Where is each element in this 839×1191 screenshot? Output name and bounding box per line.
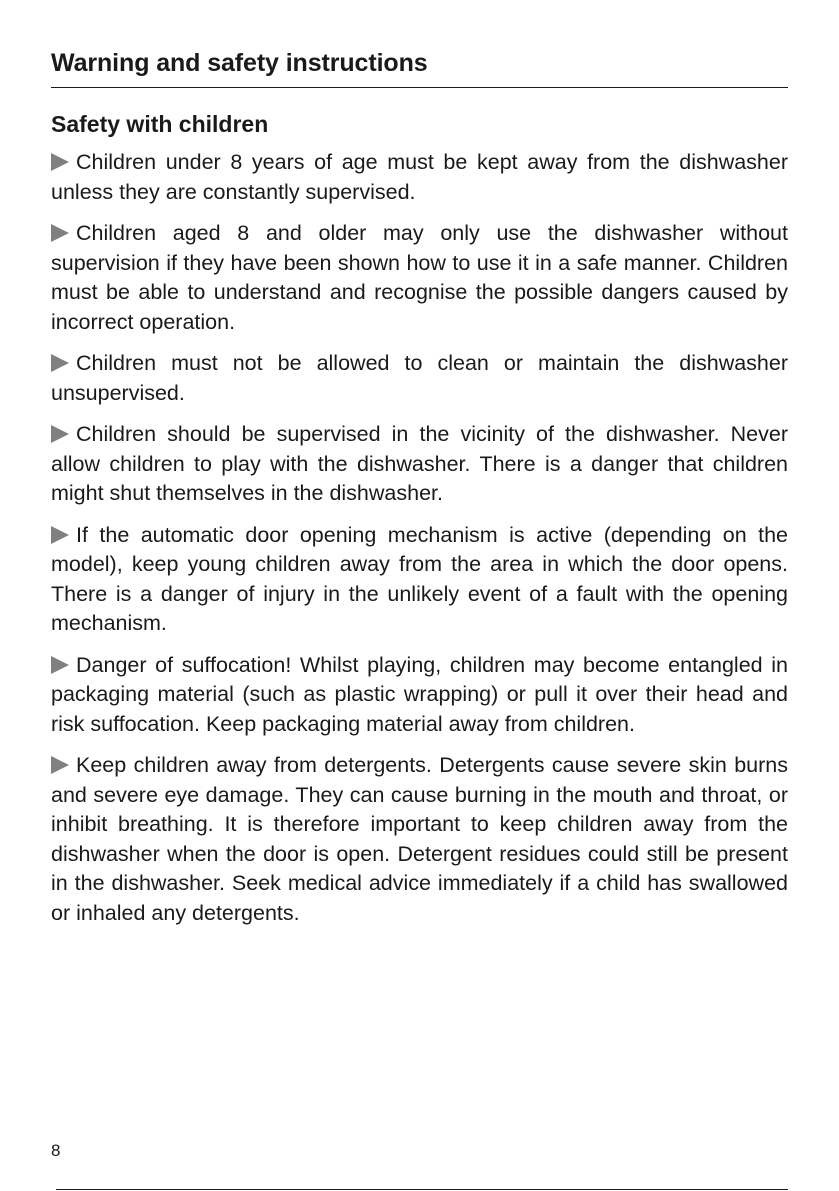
footer-divider	[56, 1189, 788, 1190]
page-title: Warning and safety instructions	[51, 49, 428, 77]
safety-item	[51, 349, 788, 408]
safety-item-text: If the automatic door opening mechanism is active (depending on the model), keep young children away from the area in which the door opens. There is a danger of injury in the unlikely event of a fault with the opening mechanism.	[51, 522, 788, 635]
page-number: 8	[51, 1141, 61, 1160]
safety-item-text: Children aged 8 and older may only use the dishwasher without supervision if they have been shown how to use it in a safe manner. Children must be able to understand and recognise the possible dangers caused by incorrect operation.	[51, 221, 788, 334]
safety-list	[51, 148, 788, 928]
triangle-right-icon	[51, 526, 69, 544]
triangle-right-icon	[51, 656, 69, 674]
page-header	[51, 46, 788, 88]
triangle-right-icon	[51, 153, 69, 171]
main-content	[51, 108, 788, 940]
safety-item	[51, 148, 788, 207]
triangle-right-icon	[51, 224, 69, 242]
safety-item-text: Children under 8 years of age must be kept away from the dishwasher unless they are constantly supervised.	[51, 150, 788, 204]
safety-item	[51, 420, 788, 509]
safety-item-text: Danger of suffocation! Whilst playing, children may become entangled in packaging material (such as plastic wrapping) or pull it over their head and risk suffocation. Keep packaging material away from children.	[51, 652, 788, 736]
safety-item-text: Children must not be allowed to clean or maintain the dishwasher unsupervised.	[51, 351, 788, 405]
safety-item	[51, 521, 788, 639]
safety-item	[51, 751, 788, 928]
triangle-right-icon	[51, 756, 69, 774]
section-heading: Safety with children	[51, 111, 269, 137]
triangle-right-icon	[51, 354, 69, 372]
safety-item-text: Keep children away from detergents. Detergents cause severe skin burns and severe eye damage. They can cause burning in the mouth and throat, or inhibit breathing. It is therefore important to keep children away from the dishwasher when the door is open. Detergent residues could still be present in the dishwasher. Seek medical advice immediately if a child has swallowed or inhaled any detergents.	[51, 753, 788, 925]
safety-item	[51, 651, 788, 740]
safety-item	[51, 219, 788, 337]
triangle-right-icon	[51, 425, 69, 443]
safety-item-text: Children should be supervised in the vicinity of the dishwasher. Never allow children to play with the dishwasher. There is a danger that children might shut themselves in the dishwasher.	[51, 422, 788, 505]
